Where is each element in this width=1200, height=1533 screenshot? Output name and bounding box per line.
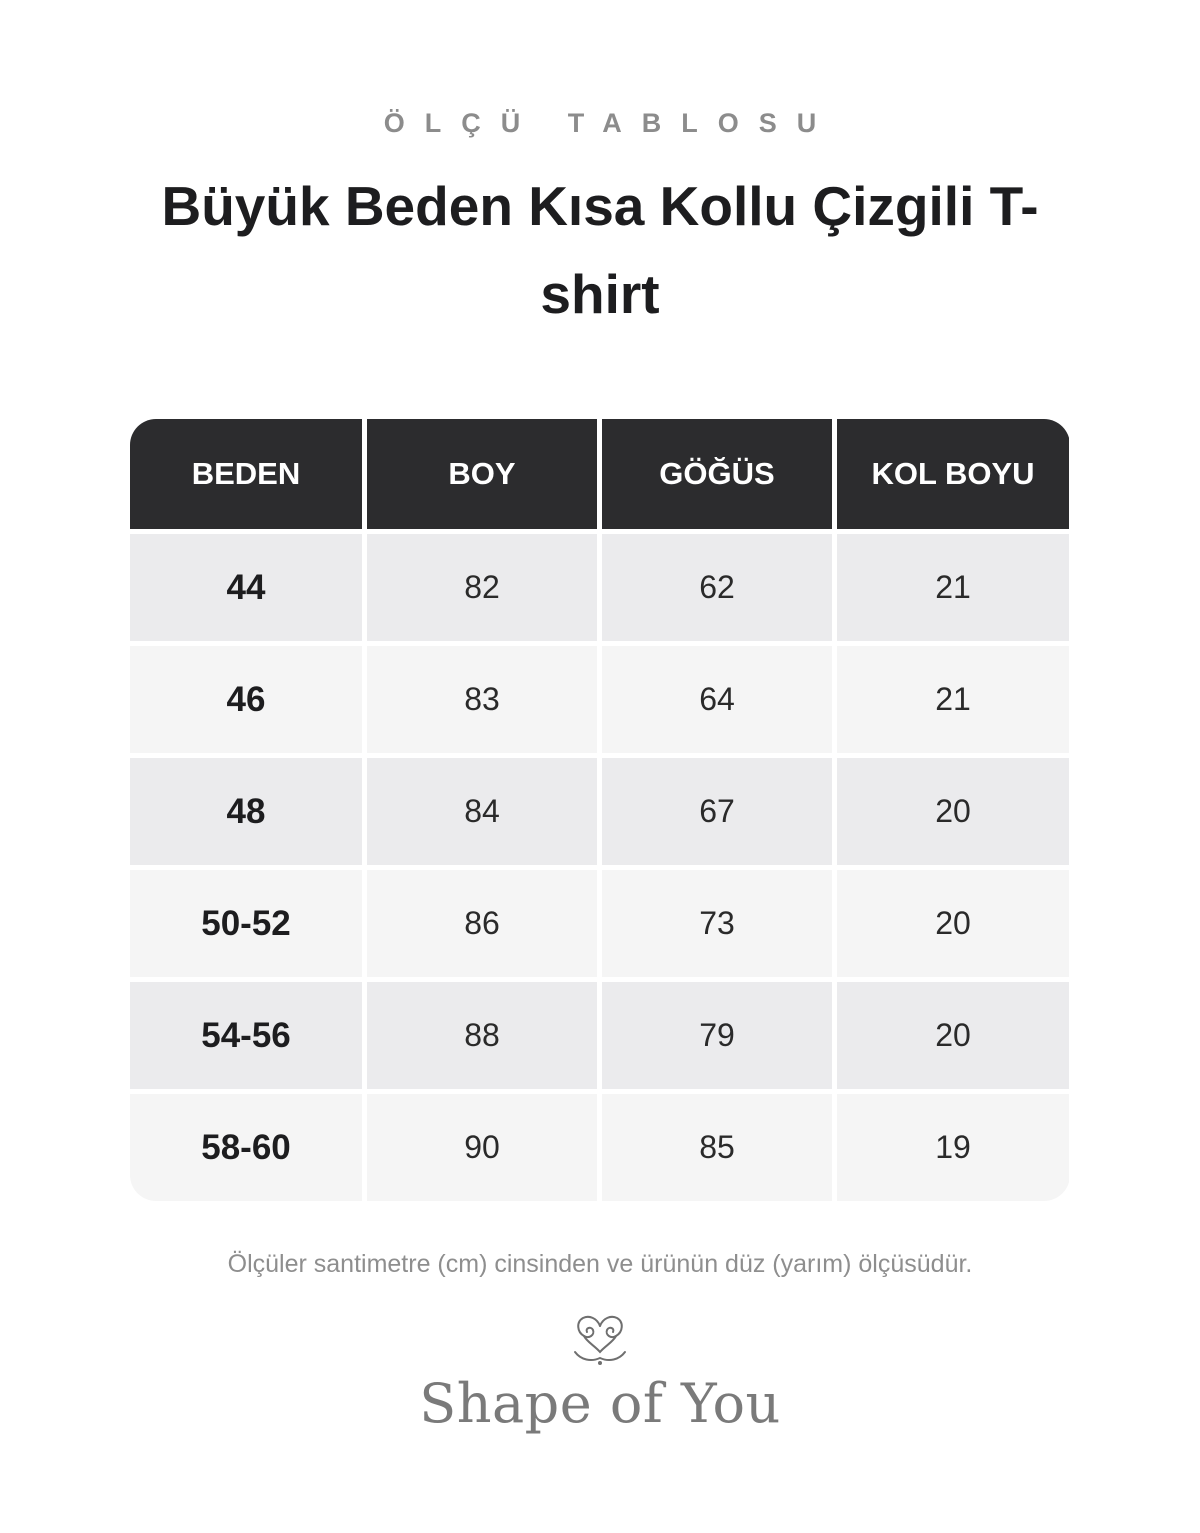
table-cell-kol-boyu: 21 — [837, 534, 1069, 641]
table-cell-gogus: 67 — [602, 758, 832, 865]
table-cell-gogus: 79 — [602, 982, 832, 1089]
table-cell-boy: 82 — [367, 534, 597, 641]
column-header-gogus: GÖĞÜS — [602, 419, 832, 529]
table-cell-kol-boyu: 20 — [837, 870, 1069, 977]
column-header-boy: BOY — [367, 419, 597, 529]
table-cell-kol-boyu: 20 — [837, 758, 1069, 865]
eyebrow-label: ÖLÇÜ TABLOSU — [383, 108, 837, 138]
column-header-beden: BEDEN — [130, 419, 362, 529]
table-cell-boy: 83 — [367, 646, 597, 753]
table-cell-size: 50-52 — [130, 870, 362, 977]
table-cell-boy: 86 — [367, 870, 597, 977]
column-header-kol-boyu: KOL BOYU — [837, 419, 1069, 529]
brand-logo-icon — [567, 1312, 633, 1370]
table-cell-kol-boyu: 21 — [837, 646, 1069, 753]
table-cell-gogus: 73 — [602, 870, 832, 977]
table-cell-kol-boyu: 20 — [837, 982, 1069, 1089]
table-cell-size: 44 — [130, 534, 362, 641]
table-cell-gogus: 64 — [602, 646, 832, 753]
table-cell-size: 48 — [130, 758, 362, 865]
size-table — [130, 419, 1070, 1201]
table-cell-boy: 90 — [367, 1094, 597, 1201]
table-cell-size: 46 — [130, 646, 362, 753]
page-title: Büyük Beden Kısa Kollu Çizgili T-shirt — [161, 175, 1039, 325]
table-cell-size: 58-60 — [130, 1094, 362, 1201]
table-cell-gogus: 85 — [602, 1094, 832, 1201]
table-cell-boy: 88 — [367, 982, 597, 1089]
table-cell-kol-boyu: 19 — [837, 1094, 1069, 1201]
brand-wordmark: Shape of You — [419, 1372, 781, 1435]
table-cell-gogus: 62 — [602, 534, 832, 641]
table-cell-size: 54-56 — [130, 982, 362, 1089]
measurement-note: Ölçüler santimetre (cm) cinsinden ve ürünün düz (yarım) ölçüsüdür. — [227, 1250, 973, 1278]
table-cell-boy: 84 — [367, 758, 597, 865]
